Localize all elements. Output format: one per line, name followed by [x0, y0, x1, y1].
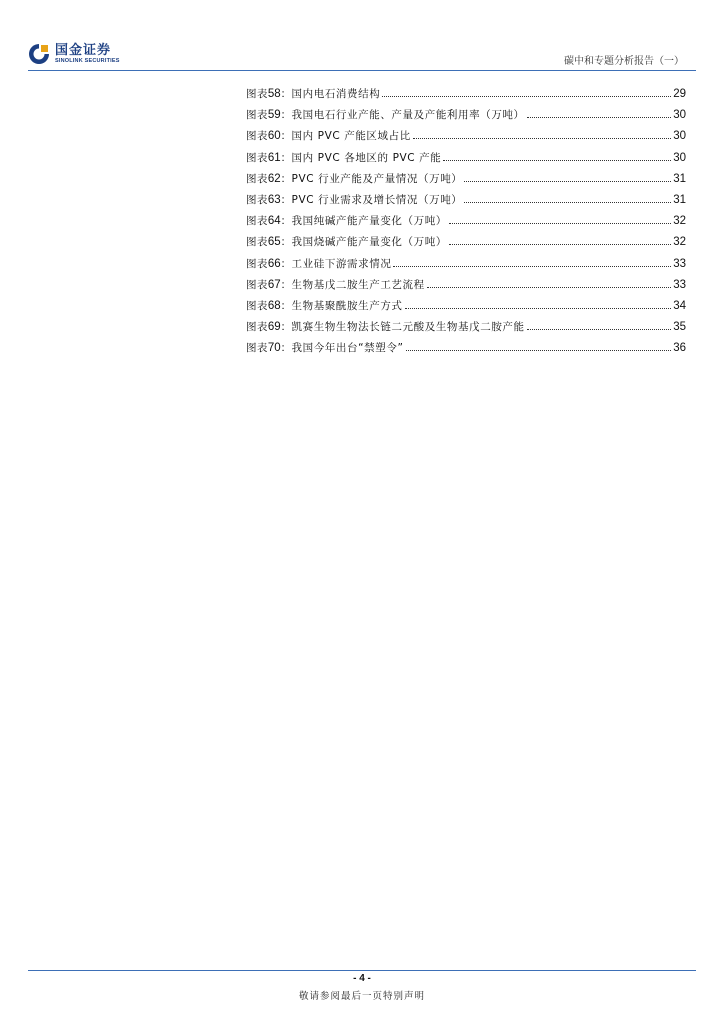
toc-row[interactable]: [246, 128, 686, 149]
toc-figure-number: 61: [267, 151, 281, 164]
toc-row[interactable]: [246, 298, 686, 319]
toc-figure-title: 凯赛生物生物法长链二元酸及生物基戊二胺产能: [291, 321, 525, 334]
toc-figure-title: 我国今年出台“禁塑令”: [291, 342, 404, 355]
toc-figure-number: 63: [267, 193, 281, 206]
footer-disclaimer: 敬请参阅最后一页特别声明: [298, 991, 425, 1002]
toc-dot-leader: [405, 308, 672, 309]
toc-prefix: 图表: [246, 321, 268, 334]
toc-prefix: 图表: [246, 342, 268, 355]
page-number: - 4 -: [353, 973, 371, 984]
page-header: [28, 40, 696, 70]
toc-prefix: 图表: [246, 172, 268, 185]
toc-separator: ：: [280, 151, 292, 164]
toc-row[interactable]: [246, 277, 686, 298]
toc-dot-leader: [393, 266, 671, 267]
toc-figure-number: 67: [267, 278, 281, 291]
company-logo: [28, 40, 120, 68]
toc-row[interactable]: [246, 319, 686, 340]
toc-dot-leader: [427, 287, 671, 288]
toc-separator: ：: [280, 321, 292, 334]
toc-figure-title: 工业硅下游需求情况: [291, 257, 392, 270]
toc-separator: ：: [280, 130, 292, 143]
toc-row[interactable]: [246, 340, 686, 361]
toc-separator: ：: [280, 109, 292, 122]
toc-row[interactable]: [246, 107, 686, 128]
toc-row[interactable]: [246, 234, 686, 255]
toc-row[interactable]: [246, 192, 686, 213]
toc-page-number: 34: [673, 299, 686, 312]
toc-figure-number: 68: [267, 299, 281, 312]
sinolink-logo-icon: [28, 43, 50, 65]
toc-figure-number: 70: [267, 342, 281, 355]
toc-page-number: 33: [673, 278, 686, 291]
toc-row[interactable]: [246, 213, 686, 234]
toc-figure-title: 生物基戊二胺生产工艺流程: [291, 278, 425, 291]
toc-prefix: 图表: [246, 215, 268, 228]
toc-figure-number: 65: [267, 236, 281, 249]
toc-figure-title: 我国电石行业产能、产量及产能利用率（万吨）: [291, 109, 525, 122]
toc-separator: ：: [280, 88, 292, 100]
logo-english-name: SINOLINK SECURITIES: [55, 57, 120, 64]
toc-figure-number: 60: [267, 130, 281, 143]
toc-separator: ：: [280, 236, 292, 249]
toc-separator: ：: [280, 278, 292, 291]
toc-dot-leader: [449, 244, 671, 245]
toc-prefix: 图表: [246, 130, 268, 143]
toc-page-number: 33: [673, 257, 686, 270]
toc-prefix: 图表: [246, 299, 268, 312]
toc-dot-leader: [443, 160, 671, 161]
toc-figure-number: 66: [267, 257, 281, 270]
toc-page-number: 30: [673, 130, 686, 143]
toc-dot-leader: [464, 181, 671, 182]
toc-page-number: 29: [673, 88, 686, 100]
toc-page-number: 30: [673, 151, 686, 164]
toc-figure-title: 我国烧碱产能产量变化（万吨）: [291, 236, 447, 249]
toc-separator: ：: [280, 215, 292, 228]
toc-dot-leader: [449, 223, 671, 224]
toc-figure-title: 国内电石消费结构: [291, 88, 381, 100]
toc-dot-leader: [406, 350, 672, 351]
header-divider: [28, 70, 696, 71]
toc-page-number: 32: [673, 215, 686, 228]
toc-page-number: 31: [673, 193, 686, 206]
figure-list: [246, 86, 686, 361]
toc-separator: ：: [280, 172, 292, 185]
toc-figure-title: PVC 行业产能及产量情况（万吨）: [291, 172, 463, 185]
toc-prefix: 图表: [246, 151, 268, 164]
toc-dot-leader: [527, 329, 672, 330]
toc-prefix: 图表: [246, 236, 268, 249]
toc-separator: ：: [280, 193, 292, 206]
toc-prefix: 图表: [246, 257, 268, 270]
toc-figure-number: 62: [267, 172, 281, 185]
toc-row[interactable]: [246, 86, 686, 107]
toc-figure-number: 64: [267, 215, 281, 228]
logo-chinese-name: 国金证券: [55, 42, 112, 58]
toc-dot-leader: [382, 96, 671, 97]
toc-page-number: 36: [673, 342, 686, 355]
report-title: 碳中和专题分析报告（一）: [564, 56, 684, 67]
toc-row[interactable]: [246, 171, 686, 192]
toc-figure-title: 国内 PVC 产能区域占比: [291, 130, 411, 143]
toc-prefix: 图表: [246, 109, 268, 122]
toc-row[interactable]: [246, 150, 686, 171]
toc-figure-title: PVC 行业需求及增长情况（万吨）: [291, 193, 463, 206]
toc-separator: ：: [280, 257, 292, 270]
toc-figure-number: 59: [267, 109, 281, 122]
toc-page-number: 35: [673, 321, 686, 334]
toc-figure-number: 58: [267, 88, 281, 100]
toc-page-number: 31: [673, 172, 686, 185]
footer-divider: [28, 970, 696, 971]
toc-prefix: 图表: [246, 278, 268, 291]
toc-figure-number: 69: [267, 321, 281, 334]
toc-figure-title: 我国纯碱产能产量变化（万吨）: [291, 215, 447, 228]
toc-dot-leader: [527, 117, 672, 118]
toc-dot-leader: [464, 202, 671, 203]
toc-prefix: 图表: [246, 193, 268, 206]
toc-page-number: 30: [673, 109, 686, 122]
toc-figure-title: 国内 PVC 各地区的 PVC 产能: [291, 151, 442, 164]
toc-dot-leader: [413, 138, 671, 139]
toc-page-number: 32: [673, 236, 686, 249]
toc-separator: ：: [280, 299, 292, 312]
toc-figure-title: 生物基聚酰胺生产方式: [291, 299, 403, 312]
toc-row[interactable]: [246, 256, 686, 277]
toc-prefix: 图表: [246, 88, 268, 100]
toc-separator: ：: [280, 342, 292, 355]
